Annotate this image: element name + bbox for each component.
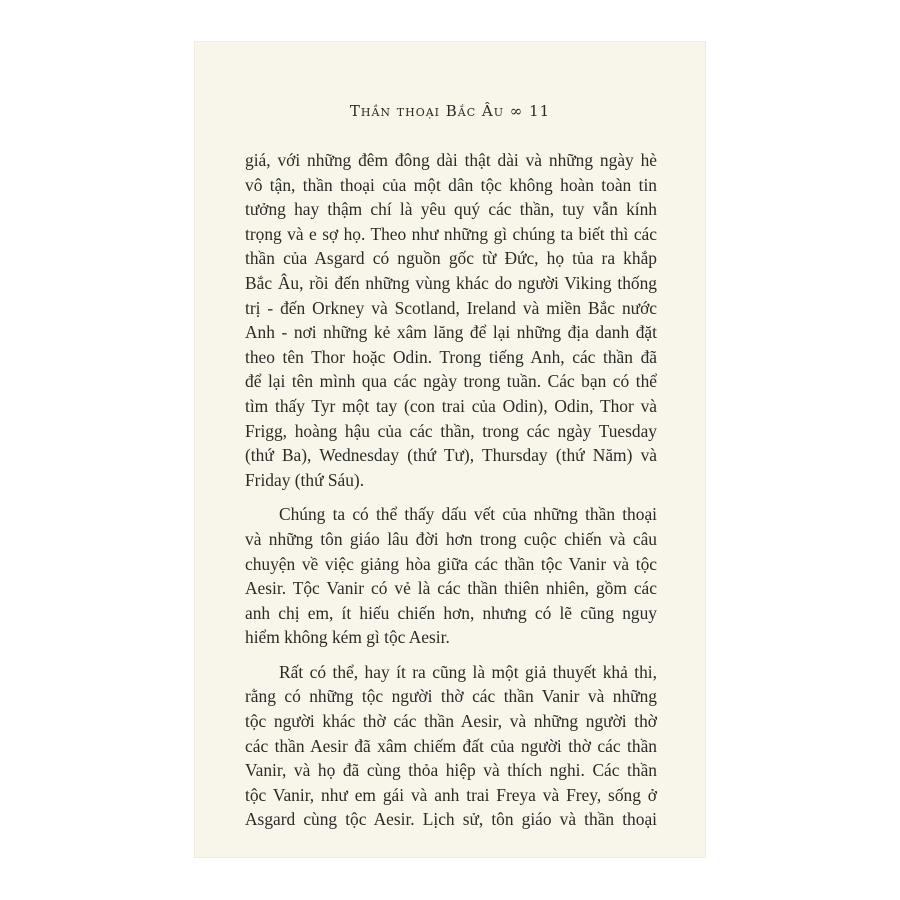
- text-line: hiểm không kém gì tộc Aesir.: [245, 627, 450, 648]
- text-line: chuyện về việc giảng hòa giữa các thần tộc Vanir và tộc: [245, 553, 657, 574]
- text-line: tộc người khác thờ các thần Aesir, và những người thờ: [245, 711, 657, 732]
- book-page: [195, 42, 705, 857]
- text-line: Frigg, hoàng hậu của các thần, trong các ngày Tuesday: [245, 420, 657, 441]
- text-line: Bắc Âu, rồi đến những vùng khác do người Viking thống: [245, 272, 657, 293]
- paragraph: [245, 502, 657, 650]
- text-line: tộc Vanir, như em gái và anh trai Freya và Frey, sống ở: [245, 784, 657, 805]
- text-line: Vanir, và họ đã cùng thỏa hiệp và thích nghi. Các thần: [245, 760, 657, 781]
- text-line: Chúng ta có thể thấy dấu vết của những thần thoại: [279, 504, 657, 525]
- text-line: anh chị em, ít hiếu chiến hơn, nhưng có lẽ cũng nguy: [245, 602, 657, 623]
- text-line: vô tận, thần thoại của một dân tộc không hoàn toàn tin: [245, 174, 657, 195]
- text-line: (thứ Ba), Wednesday (thứ Tư), Thursday (thứ Năm) và: [245, 445, 657, 466]
- text-line: Asgard cùng tộc Aesir. Lịch sử, tôn giáo và thần thoại: [245, 809, 657, 830]
- text-line: tưởng hay thậm chí là yêu quý các thần, tuy vẫn kính: [245, 199, 657, 220]
- text-line: Anh - nơi những kẻ xâm lăng để lại những địa danh đặt: [245, 322, 657, 343]
- text-line: trọng và e sợ họ. Theo như những gì chúng ta biết thì các: [245, 223, 657, 244]
- running-head-text: Thần thoại Bắc Âu ∞ 11: [349, 102, 551, 120]
- text-line: tìm thấy Tyr một tay (con trai của Odin), Odin, Thor và: [245, 395, 657, 416]
- paragraph: [245, 148, 657, 492]
- text-line: giá, với những đêm đông dài thật dài và những ngày hè: [245, 150, 657, 170]
- text-line: để lại tên mình qua các ngày trong tuần. Các bạn có thể: [245, 371, 657, 392]
- text-line: rằng có những tộc người thờ các thần Vanir và những: [245, 686, 657, 707]
- paragraph: [245, 660, 657, 832]
- text-line: thần của Asgard có nguồn gốc từ Đức, họ tủa ra khắp: [245, 248, 657, 269]
- body-text: [245, 148, 657, 842]
- text-line: các thần Aesir đã xâm chiếm đất của người thờ các thần: [245, 735, 657, 756]
- text-line: theo tên Thor hoặc Odin. Trong tiếng Anh, các thần đã: [245, 346, 657, 367]
- text-line: Rất có thể, hay ít ra cũng là một giả thuyết khả thi,: [279, 661, 657, 682]
- text-line: Friday (thứ Sáu).: [245, 469, 365, 490]
- text-line: và những tôn giáo lâu đời hơn trong cuộc chiến và câu: [245, 528, 657, 549]
- text-line: trị - đến Orkney và Scotland, Ireland và miền Bắc nước: [245, 297, 657, 318]
- text-line: Aesir. Tộc Vanir có vẻ là các thần thiên nhiên, gồm các: [245, 578, 657, 599]
- running-head: [195, 102, 705, 120]
